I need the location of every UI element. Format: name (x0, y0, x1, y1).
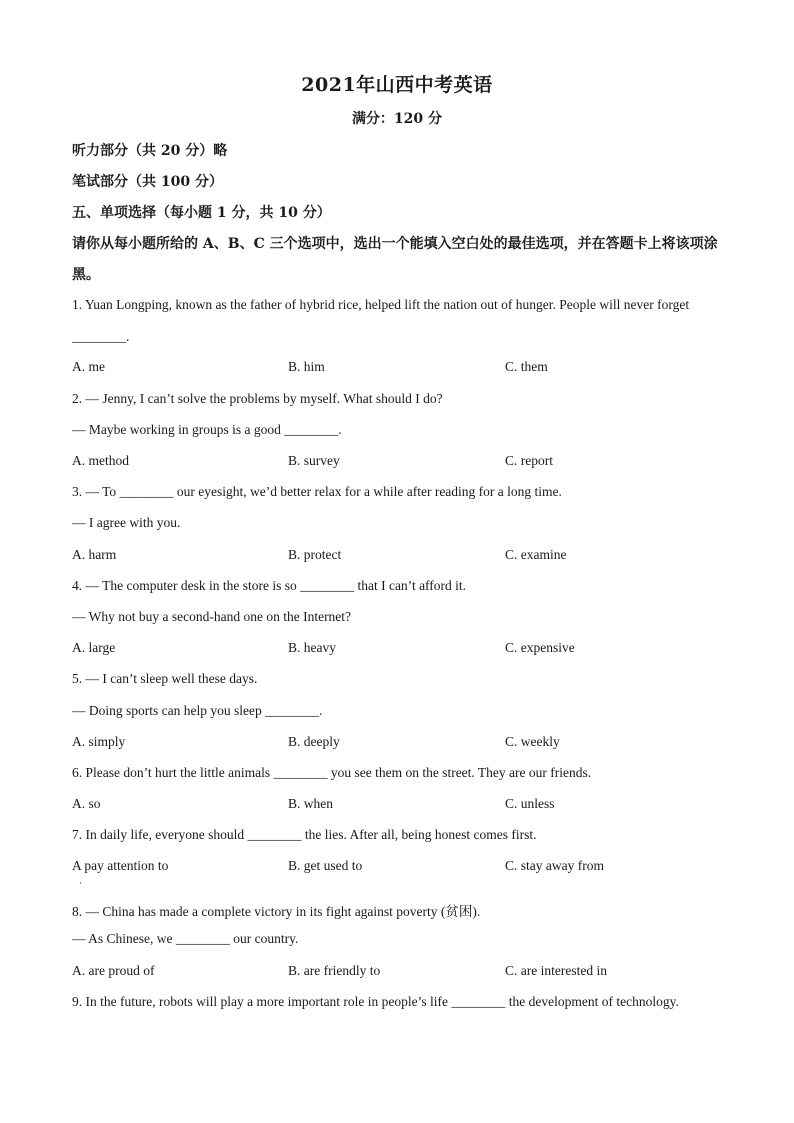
listening-section-heading: 听力部分（共 20 分）略 (72, 143, 228, 159)
question-3-option-a: A. harm (72, 547, 117, 562)
page-title: 2021年山西中考英语 (301, 74, 493, 96)
question-6-stem: 6. Please don’t hurt the little animals ________ you see them on the street. They are our friends. (72, 765, 592, 780)
question-3-stem: 3. — To ________ our eyesight, we’d better relax for a while after reading for a long time. (72, 484, 562, 499)
question-8-option-b: B. are friendly to (288, 963, 381, 978)
question-1-option-c: C. them (505, 359, 548, 374)
question-1-blank: ________. (72, 329, 130, 344)
question-4-reply: — Why not buy a second-hand one on the Internet? (72, 609, 352, 624)
question-2-reply: — Maybe working in groups is a good ________. (72, 422, 342, 437)
part5-instruction: 请你从每小题所给的 A、B、C 三个选项中，选出一个能填入空白处的最佳选项，并在答题卡上将该项涂黑。 (72, 236, 718, 283)
question-8-stem: 8. — China has made a complete victory in its fight against poverty (贫困). (72, 904, 481, 919)
question-7-stem: 7. In daily life, everyone should ________ the lies. After all, being honest comes first. (72, 827, 537, 842)
question-8-option-c: C. are interested in (505, 963, 607, 978)
question-6-option-c: C. unless (505, 796, 555, 811)
question-5-reply: — Doing sports can help you sleep ________. (72, 703, 323, 718)
question-3-reply: — I agree with you. (72, 515, 181, 530)
question-8-option-a: A. are proud of (72, 963, 155, 978)
question-3-option-b: B. protect (288, 547, 342, 562)
full-score: 满分：120 分 (351, 111, 443, 127)
question-2-stem: 2. — Jenny, I can’t solve the problems by myself. What should I do? (72, 391, 443, 406)
question-7-option-c: C. stay away from (505, 858, 604, 873)
part5-heading: 五、单项选择（每小题 1 分，共 10 分） (72, 205, 331, 221)
question-2-option-b: B. survey (288, 453, 340, 468)
question-6-option-b: B. when (288, 796, 333, 811)
question-5-option-c: C. weekly (505, 734, 560, 749)
question-4-option-b: B. heavy (288, 640, 336, 655)
question-7-option-a: A pay attention to (72, 858, 169, 873)
question-1-option-b: B. him (288, 359, 325, 374)
question-4-option-c: C. expensive (505, 640, 575, 655)
question-7-option-b: B. get used to (288, 858, 363, 873)
question-4-stem: 4. — The computer desk in the store is so ________ that I can’t afford it. (72, 578, 467, 593)
stray-dot: · (79, 878, 82, 888)
question-1-option-a: A. me (72, 359, 105, 374)
question-5-option-b: B. deeply (288, 734, 340, 749)
question-5-stem: 5. — I can’t sleep well these days. (72, 671, 258, 686)
question-5-option-a: A. simply (72, 734, 126, 749)
question-9-stem: 9. In the future, robots will play a more important role in people’s life ________ the development of technology. (72, 994, 679, 1009)
question-3-option-c: C. examine (505, 547, 567, 562)
written-section-heading: 笔试部分（共 100 分） (72, 174, 223, 190)
question-4-option-a: A. large (72, 640, 116, 655)
question-6-option-a: A. so (72, 796, 101, 811)
question-8-reply: — As Chinese, we ________ our country. (72, 931, 299, 946)
question-1-stem: 1. Yuan Longping, known as the father of hybrid rice, helped lift the nation out of hunger. People will never forget (72, 297, 690, 312)
question-2-option-a: A. method (72, 453, 129, 468)
question-2-option-c: C. report (505, 453, 553, 468)
